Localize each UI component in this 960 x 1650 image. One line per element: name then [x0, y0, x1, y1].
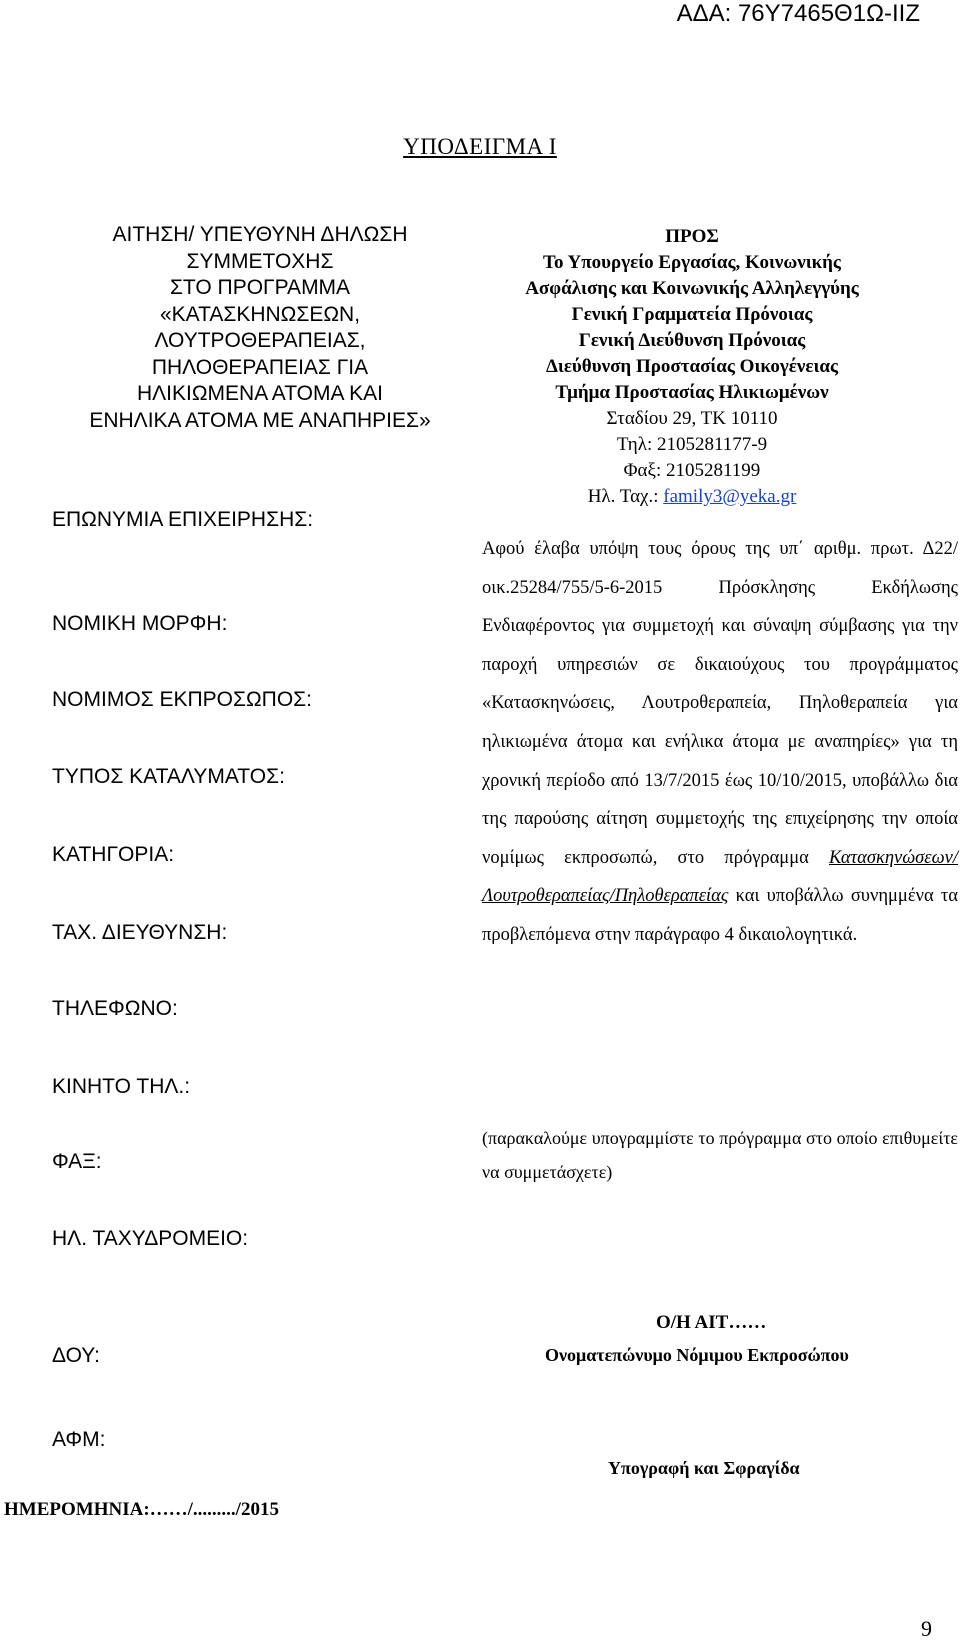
field-doy: ΔΟΥ: — [52, 1344, 100, 1367]
application-body — [482, 530, 958, 955]
field-email: ΗΛ. ΤΑΧΥΔΡΟΜΕΙΟ: — [52, 1227, 249, 1250]
recipient-phone: Τηλ: 2105281177-9 — [616, 434, 768, 455]
field-fax: ΦΑΞ: — [52, 1150, 102, 1173]
recipient-line: Γενική Γραμματεία Πρόνοιας — [571, 304, 813, 325]
recipient-address: Σταδίου 29, ΤΚ 10110 — [606, 408, 778, 429]
application-title-line: ΗΛΙΚΙΩΜΕΝΑ ΑΤΟΜΑ ΚΑΙ — [136, 382, 383, 405]
recipient-line: Γενική Διεύθυνση Πρόνοιας — [578, 330, 806, 351]
field-mobile: ΚΙΝΗΤΟ ΤΗΛ.: — [52, 1075, 191, 1098]
field-afm: ΑΦΜ: — [52, 1428, 106, 1451]
application-title-line: ΛΟΥΤΡΟΘΕΡΑΠΕΙΑΣ, — [154, 329, 366, 352]
body-text-end: και υποβάλλω συνημμένα τα προβλεπόμενα στην παράγραφο 4 δικαιολογητικά. — [482, 886, 959, 945]
recipient-fax: Φαξ: 2105281199 — [623, 460, 761, 481]
recipient-line: Το Υπουργείο Εργασίας, Κοινωνικής — [543, 252, 841, 273]
field-postal-address: ΤΑΧ. ΔΙΕΥΘΥΝΣΗ: — [52, 921, 228, 944]
application-title-line: ΕΝΗΛΙΚΑ ΑΤΟΜΑ ΜΕ ΑΝΑΠΗΡΙΕΣ» — [89, 408, 431, 432]
body-text-main: Αφού έλαβα υπόψη τους όρους της υπ΄ αριθμ. πρωτ. Δ22/οικ.25284/755/5-6-2015 Πρόσκλησης Εκδήλωσης Ενδιαφέροντος για συμμετοχή και σύναψη σύμβασης για την παροχή υπηρεσιών σε δικαιούχους του προγράμματος «Κατασκηνώσεις, Λουτροθεραπεία, Πηλοθεραπεία για ηλικιωμένα άτομα και ενήλικα άτομα με αναπηρίες» για τη χρονική περίοδο από 13/7/2015 έως 10/10/2015, υποβάλλω δια της παρούσης αίτηση συμμετοχής της επιχείρησης την οποία νομίμως εκπροσωπώ, στο πρόγραμμα — [482, 539, 958, 868]
recipient-line: Τμήμα Προστασίας Ηλικιωμένων — [555, 382, 829, 403]
recipient-line: Ασφάλισης και Κοινωνικής Αλληλεγγύης — [525, 278, 859, 299]
recipient-block — [457, 224, 927, 510]
recipient-heading: ΠΡΟΣ — [665, 226, 719, 247]
field-company-name: ΕΠΩΝΥΜΙΑ ΕΠΙΧΕΙΡΗΣΗΣ: — [52, 508, 314, 531]
signature-stamp-label: Υπογραφή και Σφραγίδα — [608, 1458, 800, 1478]
field-phone: ΤΗΛΕΦΩΝΟ: — [52, 997, 178, 1020]
application-title — [40, 222, 480, 434]
application-title-line: ΠΗΛΟΘΕΡΑΠΕΙΑΣ ΓΙΑ — [151, 355, 369, 379]
recipient-email-line — [457, 484, 927, 510]
field-legal-form: ΝΟΜΙΚΗ ΜΟΡΦΗ: — [52, 612, 228, 635]
body-program-options: Κατασκηνώσεων/Λουτροθεραπείας/Πηλοθεραπείας — [482, 847, 959, 907]
field-date: ΗΜΕΡΟΜΗΝΙΑ:……/........./2015 — [4, 1499, 279, 1520]
applicant-label: Ο/Η ΑΙΤ…… — [656, 1312, 767, 1333]
application-title-line: ΑΙΤΗΣΗ/ ΥΠΕΥΘΥΝΗ ΔΗΛΩΣΗ — [112, 223, 408, 246]
recipient-email-link[interactable]: family3@yeka.gr — [663, 486, 797, 507]
application-title-line: «ΚΑΤΑΣΚΗΝΩΣΕΩΝ, — [159, 302, 361, 326]
application-title-line: ΣΥΜΜΕΤΟΧΗΣ — [186, 249, 334, 273]
field-legal-representative: ΝΟΜΙΜΟΣ ΕΚΠΡΟΣΩΠΟΣ: — [52, 688, 312, 711]
ada-code: ΑΔΑ: 76Υ7465Θ1Ω-ΙΙΖ — [676, 0, 920, 27]
underline-note: (παρακαλούμε υπογραμμίστε το πρόγραμμα στο οποίο επιθυμείτε να συμμετάσχετε) — [482, 1128, 958, 1182]
page-number: 9 — [921, 1616, 932, 1641]
field-accommodation-type: ΤΥΠΟΣ ΚΑΤΑΛΥΜΑΤΟΣ: — [52, 765, 285, 788]
recipient-email-label: Ηλ. Ταχ.: — [587, 486, 664, 507]
legal-rep-name-label: Ονοματεπώνυμο Νόμιμου Εκπροσώπου — [545, 1345, 849, 1365]
application-title-line: ΣΤΟ ΠΡΟΓΡΑΜΜΑ — [169, 276, 351, 299]
page-title: ΥΠΟΔΕΙΓΜΑ Ι — [403, 134, 557, 159]
recipient-line: Διεύθυνση Προστασίας Οικογένειας — [546, 356, 838, 377]
field-category: ΚΑΤΗΓΟΡΙΑ: — [52, 843, 175, 866]
